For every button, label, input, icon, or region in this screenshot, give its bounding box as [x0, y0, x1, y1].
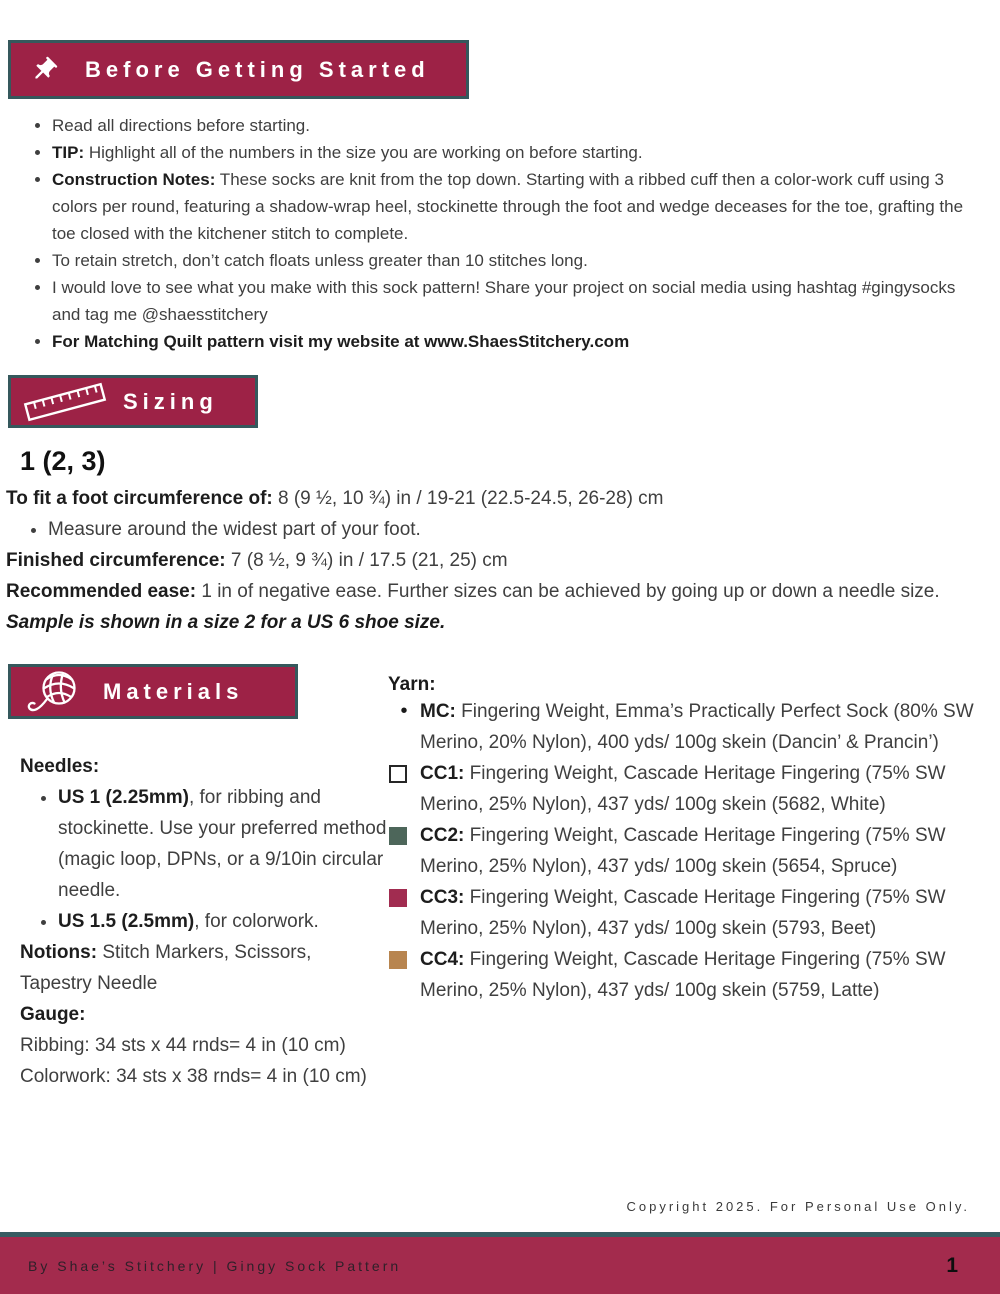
color-swatch-white: [389, 765, 407, 783]
notions-line: Notions: Stitch Markers, Scissors, Tapestry Needle: [20, 942, 312, 994]
finished-circumference-line: Finished circumference: 7 (8 ½, 9 ¾) in / 17.5 (21, 25) cm: [6, 550, 508, 571]
materials-banner: [8, 664, 298, 719]
section-title-before: Before Getting Started: [85, 56, 430, 82]
recommended-ease-line: Recommended ease: 1 in of negative ease. Further sizes can be achieved by going up or down a needle size. Sample is shown in a size 2 for a US 6 shoe size.: [6, 581, 940, 633]
footer-credit: By Shae’s Stitchery | Gingy Sock Pattern: [28, 1257, 402, 1274]
yarn-item-cc4: CC4: Fingering Weight, Cascade Heritage Fingering (75% SW Merino, 25% Nylon), 437 yds/ 100g skein (5759, Latte): [388, 944, 978, 1006]
fit-circumference-line: To fit a foot circumference of: 8 (9 ½, 10 ¾) in / 19-21 (22.5-24.5, 26-28) cm: [6, 488, 664, 509]
color-swatch-spruce: [389, 827, 407, 845]
measure-bullet-list: [6, 514, 980, 545]
copyright-notice: Copyright 2025. For Personal Use Only.: [626, 1199, 970, 1214]
list-item: • US 1 (2.25mm), for ribbing and stockinette. Use your preferred method (magic loop, DPNs, or a 9/10in circular needle.: [58, 782, 388, 906]
sizing-details: [6, 483, 980, 638]
gauge-colorwork-line: Colorwork: 34 sts x 38 rnds= 4 in (10 cm): [20, 1066, 367, 1087]
gauge-ribbing-line: Ribbing: 34 sts x 44 rnds= 4 in (10 cm): [20, 1035, 346, 1056]
yarn-item-cc2: CC2: Fingering Weight, Cascade Heritage Fingering (75% SW Merino, 25% Nylon), 437 yds/ 100g skein (5654, Spruce): [388, 820, 978, 882]
pushpin-icon: [21, 44, 67, 96]
list-item: • TIP: Highlight all of the numbers in the size you are working on before starting.: [52, 139, 982, 166]
section-title-sizing: Sizing: [123, 388, 218, 414]
list-item: • Read all directions before starting.: [52, 112, 982, 139]
yarn-item-mc: • MC: Fingering Weight, Emma’s Practically Perfect Sock (80% SW Merino, 20% Nylon), 400 yds/ 100g skein (Dancin’ & Prancin’): [388, 696, 978, 758]
section-title-materials: Materials: [103, 678, 244, 704]
needles-list: [20, 782, 388, 937]
list-item: • To retain stretch, don’t catch floats unless greater than 10 stitches long.: [52, 247, 982, 274]
materials-section: [0, 664, 1000, 1092]
yarn-label: Yarn:: [388, 674, 436, 695]
list-item: • For Matching Quilt pattern visit my website at www.ShaesStitchery.com: [52, 328, 982, 355]
yarn-ball-icon: [25, 668, 83, 716]
gauge-label: Gauge:: [20, 1004, 86, 1025]
before-getting-started-banner: [8, 40, 469, 99]
page-number: 1: [946, 1253, 958, 1277]
color-swatch-beet: [389, 889, 407, 907]
list-item: • I would love to see what you make with this sock pattern! Share your project on social media using hashtag #gingysocks and tag me @shaesstitchery: [52, 274, 982, 328]
materials-left-column: [0, 664, 388, 1092]
needles-label: Needles:: [20, 756, 100, 777]
list-item: • Measure around the widest part of your foot.: [48, 514, 980, 545]
yarn-item-cc3: CC3: Fingering Weight, Cascade Heritage Fingering (75% SW Merino, 25% Nylon), 437 yds/ 100g skein (5793, Beet): [388, 882, 978, 944]
sizing-banner: [8, 375, 258, 428]
yarn-column: [388, 664, 1000, 1092]
yarn-item-cc1: CC1: Fingering Weight, Cascade Heritage Fingering (75% SW Merino, 25% Nylon), 437 yds/ 100g skein (5682, White): [388, 758, 978, 820]
before-bullet-list: [0, 112, 1000, 355]
sizes-heading: 1 (2, 3): [20, 446, 106, 476]
page-footer: [0, 1232, 1000, 1294]
bullet-dot-icon: •: [400, 700, 408, 722]
ruler-icon: [19, 379, 111, 425]
list-item: • US 1.5 (2.5mm), for colorwork.: [58, 906, 388, 937]
list-item: • Construction Notes: These socks are knit from the top down. Starting with a ribbed cuff then a color-work cuff using 3 colors per round, featuring a shadow-wrap heel, stockinette through the foot and wedge deceases for the toe, grafting the toe closed with the kitchener stitch to complete.: [52, 166, 982, 247]
needles-notions-gauge: [20, 751, 388, 1092]
color-swatch-latte: [389, 951, 407, 969]
